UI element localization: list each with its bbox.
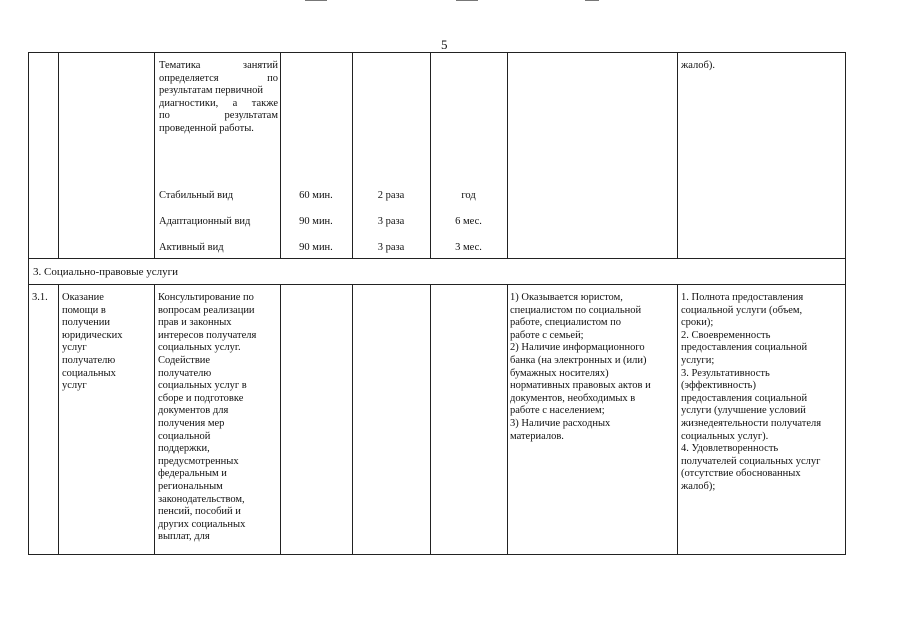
service-number: 3.1. — [32, 292, 48, 303]
criteria-line: сроки); — [681, 317, 714, 329]
description-line: предусмотренных — [158, 455, 239, 467]
service-description — [158, 292, 278, 544]
criteria-line: (эффективность) — [681, 380, 756, 392]
conditions-line: банка (на электронных и (или) — [510, 354, 647, 366]
description-line: выплат, для — [158, 531, 210, 543]
conditions-line: работе с населением; — [510, 405, 605, 417]
topic-line: результатам первичной — [159, 85, 264, 97]
conditions-line: 1) Оказывается юристом, — [510, 292, 623, 303]
service-criteria — [681, 292, 844, 494]
description-line: законодательством, — [158, 493, 245, 505]
schedule-type: Стабильный вид — [159, 190, 234, 201]
criteria-line: услуги; — [681, 354, 715, 366]
criteria-line: (отсутствие обоснованных — [681, 468, 801, 480]
description-line: вопросам реализации — [158, 304, 255, 316]
conditions-line: 2) Наличие информационного — [510, 342, 645, 354]
criteria-line: социальной услуги (объем, — [681, 304, 803, 316]
criteria-line: 4. Удовлетворенность — [681, 443, 779, 455]
schedule-period: 3 мес. — [455, 242, 482, 253]
schedule-duration: 90 мин. — [299, 242, 333, 253]
description-line: социальных услуг. — [158, 342, 241, 354]
schedule-duration: 90 мин. — [299, 216, 333, 227]
description-line: получателю — [158, 367, 212, 379]
scan-mark — [305, 0, 327, 1]
description-line: получения мер — [158, 417, 225, 429]
criteria-line: 2. Своевременность — [681, 329, 771, 341]
topic-line: по результатам — [159, 110, 278, 122]
description-line: пенсий, пособий и — [158, 506, 241, 518]
description-line: документов для — [158, 405, 229, 417]
description-line: сборе и подготовке — [158, 392, 244, 404]
service-name-line: помощи в — [62, 304, 106, 316]
description-line: прав и законных — [158, 317, 232, 329]
topic-line: диагностики, а также — [159, 97, 278, 109]
description-line: социальной — [158, 430, 211, 442]
conditions-line: работе с семьей; — [510, 329, 584, 341]
criteria-line: услуги (улучшение условий — [681, 405, 806, 417]
description-line: федеральным и — [158, 468, 227, 480]
description-line: интересов получателя — [158, 329, 257, 341]
description-line: социальных услуг в — [158, 380, 247, 392]
criteria-line: социальных услуг). — [681, 430, 769, 442]
conditions-line: бумажных носителях) — [510, 367, 609, 379]
service-name-line: получателю — [62, 354, 116, 366]
criteria-line: получателей социальных услуг — [681, 455, 821, 467]
description-line: Содействие — [158, 354, 211, 366]
description-line: региональным — [158, 480, 223, 492]
service-name-line: социальных — [62, 367, 116, 379]
service-name-line: услуг — [62, 342, 87, 354]
criteria-line: 1. Полнота предоставления — [681, 292, 804, 303]
schedule-duration: 60 мин. — [299, 190, 333, 201]
criteria-line: жалоб); — [681, 480, 716, 492]
schedule-type: Активный вид — [159, 242, 224, 253]
conditions-line: работе, специалистом по — [510, 317, 621, 329]
criteria-line: предоставления социальной — [681, 342, 808, 354]
conditions-line: материалов. — [510, 430, 564, 442]
scan-mark — [456, 0, 478, 1]
conditions-line: 3) Наличие расходных — [510, 417, 611, 429]
criteria-line: жизнедеятельности получателя — [681, 417, 822, 429]
scan-mark — [585, 0, 599, 1]
schedule-frequency: 3 раза — [377, 242, 405, 253]
service-name-line: юридических — [62, 329, 123, 341]
topic-line: проведенной работы. — [159, 122, 254, 134]
conditions-line: документов, необходимых в — [510, 392, 636, 404]
schedule-frequency: 2 раза — [377, 190, 405, 201]
description-line: поддержки, — [158, 443, 210, 455]
schedule-period: год — [461, 190, 476, 201]
description-line: других социальных — [158, 518, 246, 530]
topic-line: определяется по — [159, 72, 278, 84]
service-name-line: получении — [62, 317, 111, 329]
topic-line: Тематика занятий — [159, 60, 278, 71]
conditions-line: специалистом по социальной — [510, 304, 642, 316]
service-name-line: услуг — [62, 380, 87, 392]
schedule-period: 6 мес. — [455, 216, 482, 227]
schedule-frequency: 3 раза — [377, 216, 405, 227]
description-line: Консультирование по — [158, 292, 254, 303]
service-conditions — [510, 292, 676, 443]
criteria-line: предоставления социальной — [681, 392, 808, 404]
schedule-type: Адаптационный вид — [159, 216, 251, 227]
page-number: 5 — [441, 37, 448, 52]
service-name-line: Оказание — [62, 292, 104, 303]
topic-description — [159, 60, 278, 136]
service-name — [62, 292, 152, 393]
section-heading: 3. Социально-правовые услуги — [33, 266, 179, 278]
criteria-tail: жалоб). — [681, 60, 715, 71]
conditions-line: нормативных правовых актов и — [510, 380, 651, 392]
criteria-line: 3. Результативность — [681, 367, 770, 379]
